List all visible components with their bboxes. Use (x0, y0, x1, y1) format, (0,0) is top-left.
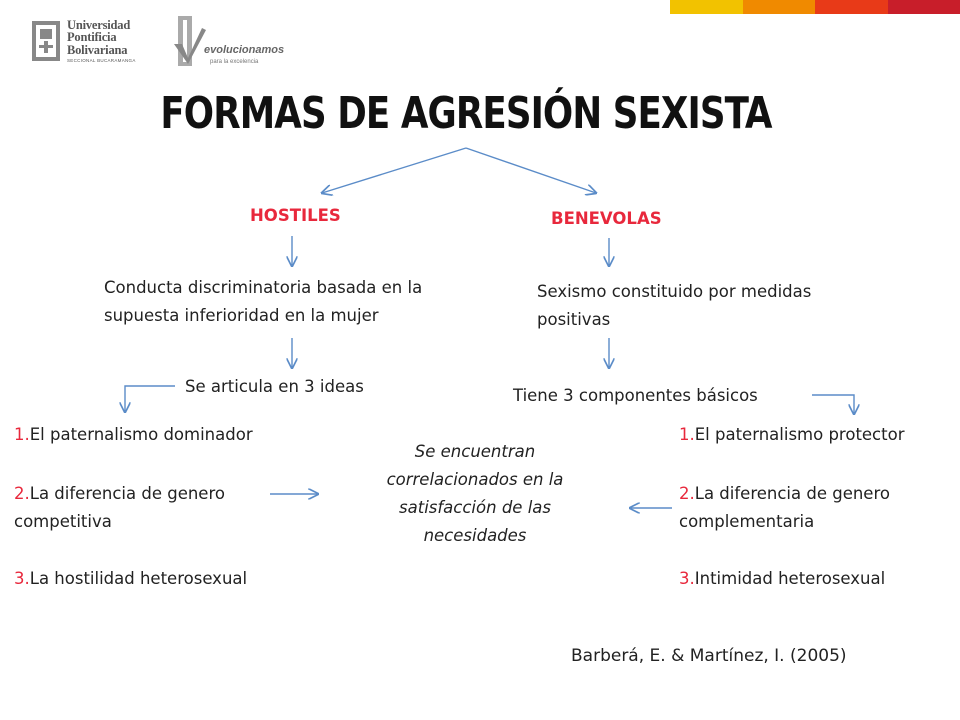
center-note-line2: correlacionados en la (386, 470, 564, 489)
arrow-components-to-list (812, 395, 854, 414)
benevolas-item-3-text: Intimidad heterosexual (694, 569, 886, 588)
arrow-title-to-benevolas (466, 148, 596, 193)
hostiles-item-2-num: 2. (14, 484, 30, 503)
hostiles-description-line1: Conducta discriminatoria basada en la (104, 278, 423, 297)
benevolas-item-1-text: El paternalismo protector (694, 425, 905, 444)
hostiles-item-2-text: La diferencia de genero (29, 484, 225, 503)
benevolas-item-3 (679, 565, 885, 593)
benevolas-description-line2: positivas (537, 310, 611, 329)
center-note-line3: satisfacción de las (399, 498, 551, 517)
benevolas-description (537, 278, 811, 334)
university-line2: Pontificia (67, 30, 117, 44)
hostiles-articulation: Se articula en 3 ideas (185, 377, 364, 396)
benevolas-label: BENEVOLAS (551, 209, 662, 228)
hostiles-item-2 (14, 480, 225, 536)
benevolas-item-1-num: 1. (679, 425, 695, 444)
hostiles-item-2-text2: competitiva (14, 512, 112, 531)
evolucionamos-word: evolucionamos (204, 44, 285, 56)
university-sub: SECCIONAL BUCARAMANGA (67, 58, 136, 63)
hostiles-item-1 (14, 421, 253, 449)
hostiles-item-3-num: 3. (14, 569, 30, 588)
benevolas-item-1 (679, 421, 904, 449)
hostiles-item-3-text: La hostilidad heterosexual (29, 569, 248, 588)
benevolas-item-2-text2: complementaria (679, 512, 815, 531)
hostiles-item-1-text: El paternalismo dominador (29, 425, 253, 444)
hostiles-label: HOSTILES (250, 206, 341, 225)
hostiles-description (104, 274, 422, 330)
center-note-line1: Se encuentran (414, 442, 536, 461)
page-title: FORMAS DE AGRESIÓN SEXISTA (160, 88, 772, 139)
benevolas-item-2 (679, 480, 890, 536)
evolucionamos-sub: para la excelencia (210, 59, 259, 65)
center-note (340, 438, 610, 550)
hostiles-description-line2: supuesta inferioridad en la mujer (104, 306, 379, 325)
citation: Barberá, E. & Martínez, I. (2005) (571, 646, 847, 666)
benevolas-item-2-text: La diferencia de genero (694, 484, 890, 503)
arrow-title-to-hostiles (322, 148, 466, 193)
benevolas-item-3-num: 3. (679, 569, 695, 588)
arrow-articulation-to-list (125, 386, 175, 412)
benevolas-item-2-num: 2. (679, 484, 695, 503)
benevolas-components: Tiene 3 componentes básicos (513, 386, 758, 405)
hostiles-item-1-num: 1. (14, 425, 30, 444)
benevolas-description-line1: Sexismo constituido por medidas (537, 282, 812, 301)
university-line3: Bolivariana (67, 42, 128, 57)
hostiles-item-3 (14, 565, 247, 593)
university-line1: Universidad (67, 17, 131, 32)
center-note-line4: necesidades (423, 526, 527, 545)
